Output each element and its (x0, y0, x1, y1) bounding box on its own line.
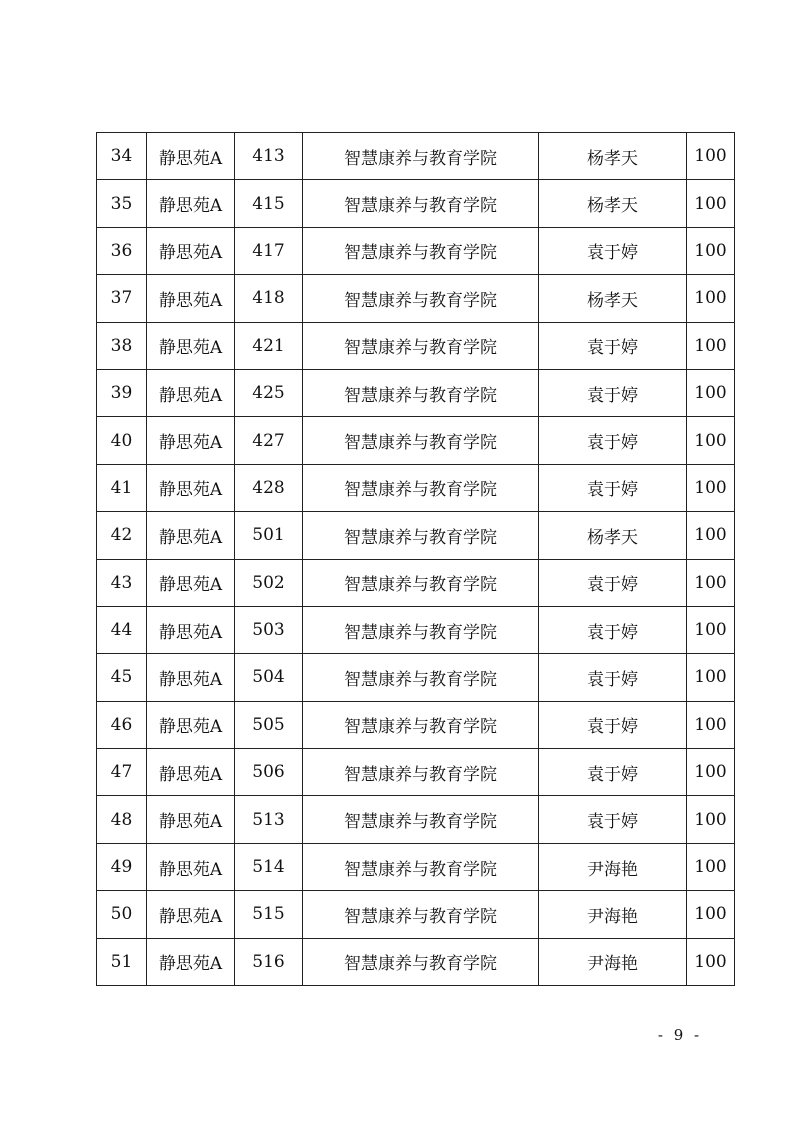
responsible-person-cell: 袁于婷 (539, 322, 687, 369)
score-cell: 100 (687, 369, 735, 416)
college-cell: 智慧康养与教育学院 (303, 606, 539, 653)
building-cell: 静思苑A (147, 559, 235, 606)
table-row (97, 606, 735, 653)
table-row (97, 417, 735, 464)
room-number-cell: 505 (235, 701, 303, 748)
responsible-person-cell: 杨孝天 (539, 512, 687, 559)
room-number-cell: 413 (235, 133, 303, 180)
college-cell: 智慧康养与教育学院 (303, 369, 539, 416)
table-row (97, 133, 735, 180)
score-cell: 100 (687, 275, 735, 322)
score-cell: 100 (687, 417, 735, 464)
row-number-cell: 40 (97, 417, 147, 464)
college-cell: 智慧康养与教育学院 (303, 938, 539, 985)
score-cell: 100 (687, 464, 735, 511)
responsible-person-cell: 袁于婷 (539, 796, 687, 843)
building-cell: 静思苑A (147, 369, 235, 416)
building-cell: 静思苑A (147, 417, 235, 464)
score-cell: 100 (687, 891, 735, 938)
table-row (97, 275, 735, 322)
room-number-cell: 506 (235, 749, 303, 796)
row-number-cell: 48 (97, 796, 147, 843)
row-number-cell: 44 (97, 606, 147, 653)
score-cell: 100 (687, 559, 735, 606)
responsible-person-cell: 袁于婷 (539, 227, 687, 274)
room-number-cell: 501 (235, 512, 303, 559)
building-cell: 静思苑A (147, 606, 235, 653)
college-cell: 智慧康养与教育学院 (303, 512, 539, 559)
row-number-cell: 49 (97, 843, 147, 890)
responsible-person-cell: 尹海艳 (539, 891, 687, 938)
room-number-cell: 516 (235, 938, 303, 985)
building-cell: 静思苑A (147, 180, 235, 227)
row-number-cell: 42 (97, 512, 147, 559)
table-row (97, 654, 735, 701)
score-cell: 100 (687, 322, 735, 369)
table-row (97, 464, 735, 511)
row-number-cell: 50 (97, 891, 147, 938)
table-row (97, 180, 735, 227)
score-cell: 100 (687, 606, 735, 653)
score-cell: 100 (687, 180, 735, 227)
college-cell: 智慧康养与教育学院 (303, 180, 539, 227)
table-row (97, 796, 735, 843)
table-body (97, 133, 735, 986)
responsible-person-cell: 袁于婷 (539, 417, 687, 464)
responsible-person-cell: 袁于婷 (539, 464, 687, 511)
room-number-cell: 428 (235, 464, 303, 511)
table-row (97, 938, 735, 985)
table-row (97, 512, 735, 559)
building-cell: 静思苑A (147, 512, 235, 559)
college-cell: 智慧康养与教育学院 (303, 133, 539, 180)
table-row (97, 701, 735, 748)
responsible-person-cell: 袁于婷 (539, 559, 687, 606)
college-cell: 智慧康养与教育学院 (303, 891, 539, 938)
table-row (97, 322, 735, 369)
responsible-person-cell: 杨孝天 (539, 275, 687, 322)
table-row (97, 843, 735, 890)
table-row (97, 559, 735, 606)
score-cell: 100 (687, 796, 735, 843)
responsible-person-cell: 袁于婷 (539, 606, 687, 653)
building-cell: 静思苑A (147, 796, 235, 843)
responsible-person-cell: 尹海艳 (539, 843, 687, 890)
row-number-cell: 35 (97, 180, 147, 227)
building-cell: 静思苑A (147, 133, 235, 180)
building-cell: 静思苑A (147, 322, 235, 369)
score-cell: 100 (687, 749, 735, 796)
room-number-cell: 513 (235, 796, 303, 843)
building-cell: 静思苑A (147, 275, 235, 322)
row-number-cell: 38 (97, 322, 147, 369)
building-cell: 静思苑A (147, 464, 235, 511)
college-cell: 智慧康养与教育学院 (303, 654, 539, 701)
building-cell: 静思苑A (147, 891, 235, 938)
responsible-person-cell: 杨孝天 (539, 180, 687, 227)
room-number-cell: 418 (235, 275, 303, 322)
row-number-cell: 45 (97, 654, 147, 701)
row-number-cell: 39 (97, 369, 147, 416)
college-cell: 智慧康养与教育学院 (303, 322, 539, 369)
room-number-cell: 515 (235, 891, 303, 938)
room-number-cell: 425 (235, 369, 303, 416)
dormitory-inspection-table (96, 132, 735, 986)
row-number-cell: 36 (97, 227, 147, 274)
row-number-cell: 46 (97, 701, 147, 748)
responsible-person-cell: 袁于婷 (539, 749, 687, 796)
responsible-person-cell: 袁于婷 (539, 701, 687, 748)
page-number: - 9 - (657, 1026, 703, 1044)
row-number-cell: 34 (97, 133, 147, 180)
building-cell: 静思苑A (147, 938, 235, 985)
building-cell: 静思苑A (147, 701, 235, 748)
row-number-cell: 43 (97, 559, 147, 606)
room-number-cell: 502 (235, 559, 303, 606)
score-cell: 100 (687, 654, 735, 701)
college-cell: 智慧康养与教育学院 (303, 559, 539, 606)
responsible-person-cell: 袁于婷 (539, 369, 687, 416)
room-number-cell: 427 (235, 417, 303, 464)
room-number-cell: 417 (235, 227, 303, 274)
building-cell: 静思苑A (147, 654, 235, 701)
score-cell: 100 (687, 938, 735, 985)
row-number-cell: 37 (97, 275, 147, 322)
responsible-person-cell: 袁于婷 (539, 654, 687, 701)
row-number-cell: 41 (97, 464, 147, 511)
room-number-cell: 421 (235, 322, 303, 369)
college-cell: 智慧康养与教育学院 (303, 464, 539, 511)
room-number-cell: 504 (235, 654, 303, 701)
room-number-cell: 503 (235, 606, 303, 653)
college-cell: 智慧康养与教育学院 (303, 275, 539, 322)
building-cell: 静思苑A (147, 227, 235, 274)
building-cell: 静思苑A (147, 749, 235, 796)
college-cell: 智慧康养与教育学院 (303, 749, 539, 796)
score-cell: 100 (687, 701, 735, 748)
table-row (97, 369, 735, 416)
room-number-cell: 415 (235, 180, 303, 227)
college-cell: 智慧康养与教育学院 (303, 417, 539, 464)
room-number-cell: 514 (235, 843, 303, 890)
row-number-cell: 47 (97, 749, 147, 796)
college-cell: 智慧康养与教育学院 (303, 796, 539, 843)
building-cell: 静思苑A (147, 843, 235, 890)
score-cell: 100 (687, 512, 735, 559)
table-row (97, 749, 735, 796)
score-cell: 100 (687, 843, 735, 890)
college-cell: 智慧康养与教育学院 (303, 227, 539, 274)
score-cell: 100 (687, 133, 735, 180)
responsible-person-cell: 杨孝天 (539, 133, 687, 180)
row-number-cell: 51 (97, 938, 147, 985)
responsible-person-cell: 尹海艳 (539, 938, 687, 985)
college-cell: 智慧康养与教育学院 (303, 843, 539, 890)
score-cell: 100 (687, 227, 735, 274)
table-row (97, 227, 735, 274)
college-cell: 智慧康养与教育学院 (303, 701, 539, 748)
table-row (97, 891, 735, 938)
